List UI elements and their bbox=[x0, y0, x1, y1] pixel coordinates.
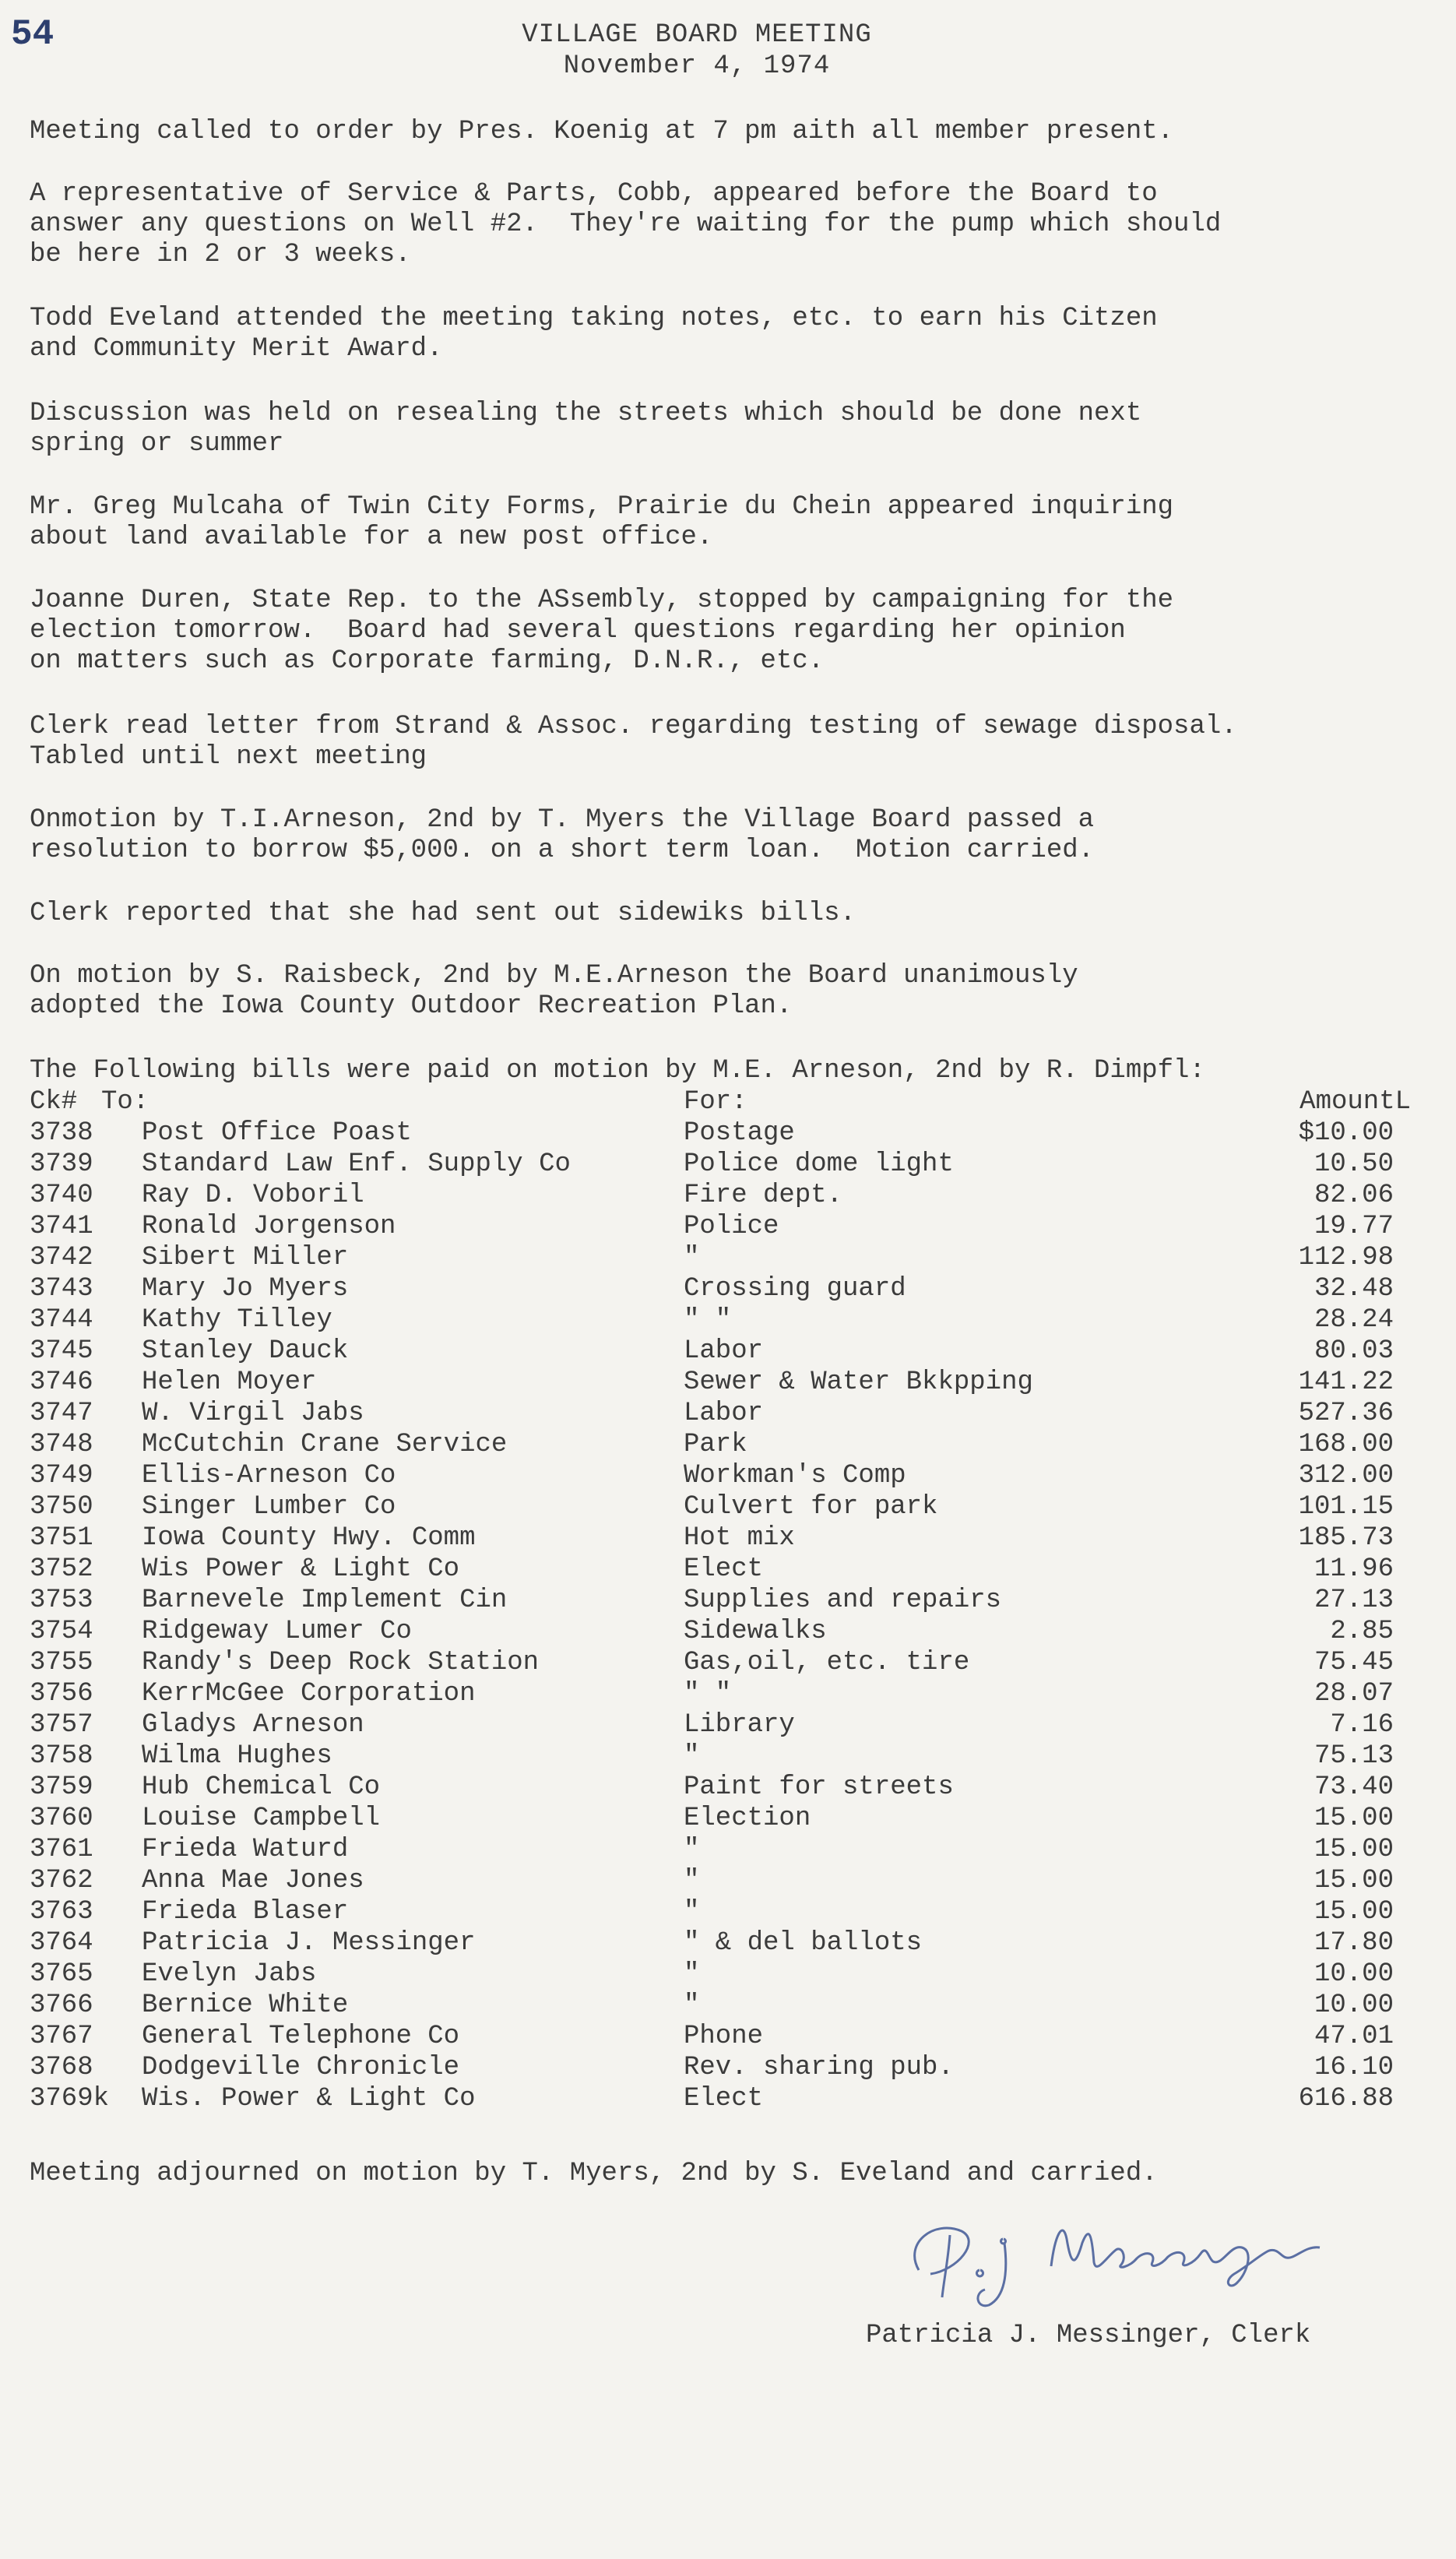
bill-payee: Hub Chemical Co bbox=[142, 1772, 381, 1802]
bill-row bbox=[0, 1741, 1456, 1772]
bill-payee: Kathy Tilley bbox=[142, 1305, 332, 1335]
bill-payee: Mary Jo Myers bbox=[142, 1274, 349, 1304]
bill-payee: Wis Power & Light Co bbox=[142, 1554, 460, 1584]
bill-row bbox=[0, 1118, 1456, 1149]
bill-check-number: 3743 bbox=[30, 1274, 93, 1304]
bill-amount: 10.50 bbox=[1314, 1149, 1394, 1179]
bill-amount: 312.00 bbox=[1298, 1461, 1394, 1491]
bill-purpose: " bbox=[684, 1959, 700, 1989]
bill-row bbox=[0, 1679, 1456, 1710]
bill-check-number: 3768 bbox=[30, 2053, 93, 2082]
bill-amount: 7.16 bbox=[1330, 1710, 1394, 1740]
bill-payee: Wilma Hughes bbox=[142, 1741, 332, 1771]
meeting-date: November 4, 1974 bbox=[563, 51, 831, 81]
bill-row bbox=[0, 1928, 1456, 1959]
bill-purpose: Election bbox=[684, 1804, 811, 1833]
bill-purpose: Gas,oil, etc. tire bbox=[684, 1648, 970, 1677]
paragraph-resealing-streets: Discussion was held on resealing the streets which should be done next spring or summer bbox=[30, 399, 1142, 459]
bill-payee: Post Office Poast bbox=[142, 1118, 412, 1148]
bill-row bbox=[0, 1866, 1456, 1897]
bill-purpose: Culvert for park bbox=[684, 1492, 938, 1522]
bill-row bbox=[0, 1274, 1456, 1305]
paragraph-post-office: Mr. Greg Mulcaha of Twin City Forms, Prairie du Chein appeared inquiring about land available for a new post office. bbox=[30, 492, 1174, 552]
bill-amount: $10.00 bbox=[1298, 1118, 1394, 1148]
bill-payee: Ridgeway Lumer Co bbox=[142, 1617, 412, 1646]
bill-amount: 82.06 bbox=[1314, 1181, 1394, 1210]
bill-purpose: Elect bbox=[684, 1554, 764, 1584]
bill-row bbox=[0, 1336, 1456, 1367]
bill-check-number: 3759 bbox=[30, 1772, 93, 1802]
bill-check-number: 3748 bbox=[30, 1430, 93, 1459]
bill-purpose: " bbox=[684, 1741, 700, 1771]
bill-purpose: Workman's Comp bbox=[684, 1461, 906, 1491]
bill-row bbox=[0, 1212, 1456, 1243]
bill-amount: 112.98 bbox=[1298, 1243, 1394, 1272]
bill-amount: 80.03 bbox=[1314, 1336, 1394, 1366]
bill-check-number: 3762 bbox=[30, 1866, 93, 1895]
bill-row bbox=[0, 1617, 1456, 1648]
bill-check-number: 3760 bbox=[30, 1804, 93, 1833]
bill-purpose: " bbox=[684, 1991, 700, 2020]
bill-check-number: 3742 bbox=[30, 1243, 93, 1272]
bill-amount: 2.85 bbox=[1330, 1617, 1394, 1646]
bill-check-number: 3749 bbox=[30, 1461, 93, 1491]
paragraph-loan-motion: Onmotion by T.I.Arneson, 2nd by T. Myers the Village Board passed a resolution to borrow $5,000. on a short term loan. Motion carried. bbox=[30, 805, 1095, 865]
header-to: To: bbox=[101, 1087, 149, 1117]
bill-amount: 17.80 bbox=[1314, 1928, 1394, 1958]
bill-purpose: Elect bbox=[684, 2084, 764, 2114]
bill-purpose: Police dome light bbox=[684, 1149, 954, 1179]
bill-amount: 141.22 bbox=[1298, 1367, 1394, 1397]
bill-row bbox=[0, 1835, 1456, 1866]
bill-check-number: 3766 bbox=[30, 1991, 93, 2020]
bill-check-number: 3769k bbox=[30, 2084, 110, 2114]
header-amount: AmountL bbox=[1299, 1087, 1411, 1117]
bill-amount: 15.00 bbox=[1314, 1804, 1394, 1833]
bill-row bbox=[0, 2084, 1456, 2115]
bill-row bbox=[0, 1523, 1456, 1554]
bill-check-number: 3752 bbox=[30, 1554, 93, 1584]
bill-row bbox=[0, 1586, 1456, 1617]
bill-purpose: Labor bbox=[684, 1336, 764, 1366]
clerk-signature bbox=[888, 2196, 1355, 2313]
bill-purpose: " & del ballots bbox=[684, 1928, 923, 1958]
bill-check-number: 3761 bbox=[30, 1835, 93, 1864]
header-for: For: bbox=[684, 1087, 747, 1117]
bill-row bbox=[0, 1991, 1456, 2022]
bill-amount: 28.24 bbox=[1314, 1305, 1394, 1335]
bill-payee: Wis. Power & Light Co bbox=[142, 2084, 476, 2114]
bill-payee: Bernice White bbox=[142, 1991, 349, 2020]
bill-amount: 10.00 bbox=[1314, 1991, 1394, 2020]
bill-amount: 28.07 bbox=[1314, 1679, 1394, 1709]
bill-amount: 47.01 bbox=[1314, 2022, 1394, 2051]
bill-check-number: 3745 bbox=[30, 1336, 93, 1366]
bill-check-number: 3754 bbox=[30, 1617, 93, 1646]
bill-check-number: 3746 bbox=[30, 1367, 93, 1397]
bill-amount: 185.73 bbox=[1298, 1523, 1394, 1553]
bill-payee: Standard Law Enf. Supply Co bbox=[142, 1149, 571, 1179]
paragraph-bills-intro: The Following bills were paid on motion by M.E. Arneson, 2nd by R. Dimpfl: bbox=[30, 1056, 1205, 1086]
bill-payee: W. Virgil Jabs bbox=[142, 1399, 364, 1428]
bill-row bbox=[0, 1772, 1456, 1804]
bill-check-number: 3741 bbox=[30, 1212, 93, 1241]
bill-amount: 73.40 bbox=[1314, 1772, 1394, 1802]
bill-payee: Helen Moyer bbox=[142, 1367, 317, 1397]
bill-payee: Singer Lumber Co bbox=[142, 1492, 396, 1522]
bill-check-number: 3763 bbox=[30, 1897, 93, 1927]
bill-payee: Evelyn Jabs bbox=[142, 1959, 317, 1989]
bill-check-number: 3740 bbox=[30, 1181, 93, 1210]
bill-purpose: " bbox=[684, 1243, 700, 1272]
bill-check-number: 3751 bbox=[30, 1523, 93, 1553]
bill-row bbox=[0, 1461, 1456, 1492]
bill-check-number: 3765 bbox=[30, 1959, 93, 1989]
bill-amount: 16.10 bbox=[1314, 2053, 1394, 2082]
bill-amount: 616.88 bbox=[1298, 2084, 1394, 2114]
bill-row bbox=[0, 1181, 1456, 1212]
bill-check-number: 3738 bbox=[30, 1118, 93, 1148]
bill-purpose: " bbox=[684, 1897, 700, 1927]
clerk-name: Patricia J. Messinger, Clerk bbox=[866, 2321, 1311, 2350]
bill-row bbox=[0, 1305, 1456, 1336]
bill-payee: Barnevele Implement Cin bbox=[142, 1586, 508, 1615]
bill-amount: 19.77 bbox=[1314, 1212, 1394, 1241]
bill-purpose: Paint for streets bbox=[684, 1772, 954, 1802]
bill-check-number: 3750 bbox=[30, 1492, 93, 1522]
bill-payee: Stanley Dauck bbox=[142, 1336, 349, 1366]
bill-purpose: Hot mix bbox=[684, 1523, 795, 1553]
bill-payee: Dodgeville Chronicle bbox=[142, 2053, 460, 2082]
paragraph-strand-letter: Clerk read letter from Strand & Assoc. regarding testing of sewage disposal. Tabled until next meeting bbox=[30, 712, 1237, 772]
bill-purpose: Crossing guard bbox=[684, 1274, 906, 1304]
bill-payee: Gladys Arneson bbox=[142, 1710, 364, 1740]
bill-amount: 15.00 bbox=[1314, 1897, 1394, 1927]
bill-amount: 10.00 bbox=[1314, 1959, 1394, 1989]
bill-purpose: Library bbox=[684, 1710, 795, 1740]
bill-payee: Randy's Deep Rock Station bbox=[142, 1648, 540, 1677]
bill-amount: 27.13 bbox=[1314, 1586, 1394, 1615]
bill-payee: Ray D. Voboril bbox=[142, 1181, 364, 1210]
bill-amount: 75.45 bbox=[1314, 1648, 1394, 1677]
bill-payee: Frieda Waturd bbox=[142, 1835, 349, 1864]
bill-purpose: Labor bbox=[684, 1399, 764, 1428]
paragraph-todd-eveland: Todd Eveland attended the meeting taking notes, etc. to earn his Citzen and Community Merit Award. bbox=[30, 304, 1158, 364]
page-number: 54 bbox=[11, 14, 55, 55]
bill-amount: 101.15 bbox=[1298, 1492, 1394, 1522]
adjournment-line: Meeting adjourned on motion by T. Myers, 2nd by S. Eveland and carried. bbox=[30, 2159, 1158, 2188]
paragraph-recreation-plan: On motion by S. Raisbeck, 2nd by M.E.Arneson the Board unanimously adopted the Iowa County Outdoor Recreation Plan. bbox=[30, 961, 1078, 1021]
bill-payee: Ronald Jorgenson bbox=[142, 1212, 396, 1241]
bill-purpose: Postage bbox=[684, 1118, 795, 1148]
bill-row bbox=[0, 1430, 1456, 1461]
bill-purpose: Sidewalks bbox=[684, 1617, 827, 1646]
bill-check-number: 3755 bbox=[30, 1648, 93, 1677]
bill-purpose: Supplies and repairs bbox=[684, 1586, 1002, 1615]
bill-row bbox=[0, 2022, 1456, 2053]
bill-check-number: 3747 bbox=[30, 1399, 93, 1428]
bill-purpose: " " bbox=[684, 1679, 732, 1709]
bill-payee: Sibert Miller bbox=[142, 1243, 349, 1272]
bill-amount: 75.13 bbox=[1314, 1741, 1394, 1771]
bill-purpose: Rev. sharing pub. bbox=[684, 2053, 954, 2082]
bill-row bbox=[0, 1149, 1456, 1181]
bill-payee: Frieda Blaser bbox=[142, 1897, 349, 1927]
bill-check-number: 3753 bbox=[30, 1586, 93, 1615]
bill-row bbox=[0, 1554, 1456, 1586]
bill-row bbox=[0, 2053, 1456, 2084]
bill-payee: Ellis-Arneson Co bbox=[142, 1461, 396, 1491]
bill-row bbox=[0, 1959, 1456, 1991]
bill-amount: 15.00 bbox=[1314, 1866, 1394, 1895]
bill-row bbox=[0, 1243, 1456, 1274]
bill-purpose: " bbox=[684, 1835, 700, 1864]
bill-purpose: Phone bbox=[684, 2022, 764, 2051]
bill-payee: Anna Mae Jones bbox=[142, 1866, 364, 1895]
bill-check-number: 3756 bbox=[30, 1679, 93, 1709]
bill-amount: 168.00 bbox=[1298, 1430, 1394, 1459]
bill-payee: Iowa County Hwy. Comm bbox=[142, 1523, 476, 1553]
bill-purpose: Police bbox=[684, 1212, 779, 1241]
bill-purpose: " " bbox=[684, 1305, 732, 1335]
bill-payee: KerrMcGee Corporation bbox=[142, 1679, 476, 1709]
bill-payee: McCutchin Crane Service bbox=[142, 1430, 508, 1459]
bill-purpose: Fire dept. bbox=[684, 1181, 843, 1210]
bill-row bbox=[0, 1710, 1456, 1741]
bill-amount: 15.00 bbox=[1314, 1835, 1394, 1864]
bill-check-number: 3744 bbox=[30, 1305, 93, 1335]
bill-payee: General Telephone Co bbox=[142, 2022, 460, 2051]
paragraph-sidewalk-bills: Clerk reported that she had sent out sidewiks bills. bbox=[30, 899, 856, 928]
bill-check-number: 3739 bbox=[30, 1149, 93, 1179]
bill-check-number: 3758 bbox=[30, 1741, 93, 1771]
bill-row bbox=[0, 1399, 1456, 1430]
bill-row bbox=[0, 1897, 1456, 1928]
bill-row bbox=[0, 1648, 1456, 1679]
bill-purpose: Sewer & Water Bkkpping bbox=[684, 1367, 1033, 1397]
bill-check-number: 3764 bbox=[30, 1928, 93, 1958]
paragraph-state-rep: Joanne Duren, State Rep. to the ASsembly, stopped by campaigning for the election tomorrow. Board had several questions regarding her opinion on matters such as Corporate farming, D.N.R., etc. bbox=[30, 586, 1174, 676]
bill-payee: Louise Campbell bbox=[142, 1804, 381, 1833]
bill-row bbox=[0, 1492, 1456, 1523]
bill-row bbox=[0, 1367, 1456, 1399]
bill-payee: Patricia J. Messinger bbox=[142, 1928, 476, 1958]
bill-amount: 32.48 bbox=[1314, 1274, 1394, 1304]
bill-amount: 527.36 bbox=[1298, 1399, 1394, 1428]
bill-row bbox=[0, 1804, 1456, 1835]
header-check-number: Ck# bbox=[30, 1087, 78, 1117]
paragraph-service-parts: A representative of Service & Parts, Cobb, appeared before the Board to answer any questions on Well #2. They're waiting for the pump which should be here in 2 or 3 weeks. bbox=[30, 179, 1222, 269]
paragraph-call-to-order: Meeting called to order by Pres. Koenig at 7 pm aith all member present. bbox=[30, 117, 1174, 146]
bill-amount: 11.96 bbox=[1314, 1554, 1394, 1584]
document-title: VILLAGE BOARD MEETING bbox=[522, 20, 872, 50]
bill-check-number: 3757 bbox=[30, 1710, 93, 1740]
bill-purpose: Park bbox=[684, 1430, 747, 1459]
bill-check-number: 3767 bbox=[30, 2022, 93, 2051]
bill-purpose: " bbox=[684, 1866, 700, 1895]
